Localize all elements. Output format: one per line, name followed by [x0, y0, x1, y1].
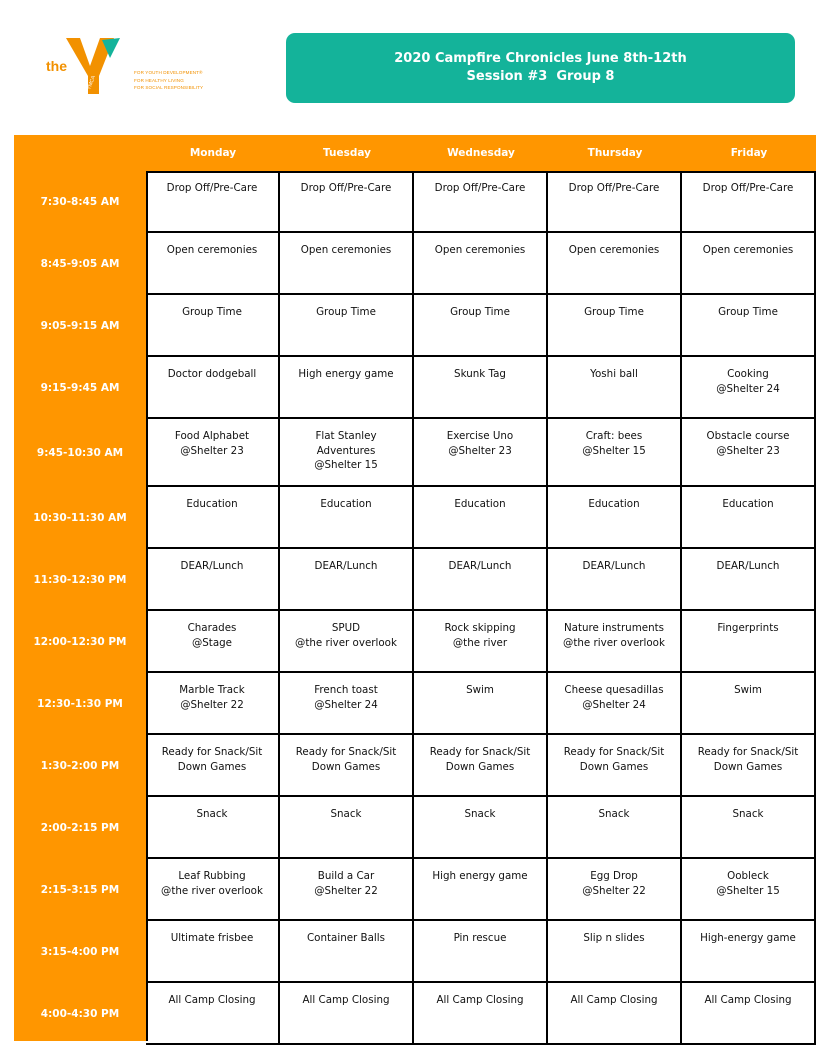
activity-cell: Flat Stanley Adventures @Shelter 15 — [280, 419, 414, 487]
activity-cell: Exercise Uno @Shelter 23 — [414, 419, 548, 487]
activity-cell: Leaf Rubbing @the river overlook — [146, 859, 280, 921]
activity-cell: Fingerprints — [682, 611, 816, 673]
activity-cell: Swim — [414, 673, 548, 735]
time-slot-label: 10:30-11:30 AM — [33, 512, 127, 524]
activity-cell: Ultimate frisbee — [146, 921, 280, 983]
activity-cell: Ready for Snack/Sit Down Games — [682, 735, 816, 797]
activity-cell: Oobleck @Shelter 15 — [682, 859, 816, 921]
activity-cell: Skunk Tag — [414, 357, 548, 419]
day-header-friday: Friday — [730, 147, 768, 159]
activity-cell: Group Time — [280, 295, 414, 357]
activity-cell: Open ceremonies — [146, 233, 280, 295]
time-slot-label: 8:45-9:05 AM — [40, 258, 120, 270]
activity-cell: High-energy game — [682, 921, 816, 983]
activity-cell: Ready for Snack/Sit Down Games — [548, 735, 682, 797]
day-header-wednesday: Wednesday — [447, 147, 515, 159]
day-header-thursday: Thursday — [587, 147, 643, 159]
tagline-line: FOR HEALTHY LIVING — [134, 77, 184, 83]
time-slot-label: 4:00-4:30 PM — [40, 1008, 120, 1020]
day-header-monday: Monday — [189, 147, 237, 159]
activity-cell: Cooking @Shelter 24 — [682, 357, 816, 419]
activity-cell: Nature instruments @the river overlook — [548, 611, 682, 673]
activity-cell: Snack — [146, 797, 280, 859]
time-slot-label: 11:30-12:30 PM — [33, 574, 127, 586]
tagline-line: FOR SOCIAL RESPONSIBILITY — [134, 85, 204, 90]
activity-cell: Pin rescue — [414, 921, 548, 983]
time-slot-label: 3:15-4:00 PM — [40, 946, 120, 958]
activity-cell: Open ceremonies — [682, 233, 816, 295]
activity-cell: Snack — [682, 797, 816, 859]
activity-cell: Group Time — [414, 295, 548, 357]
activity-cell: All Camp Closing — [414, 983, 548, 1045]
activity-cell: Group Time — [146, 295, 280, 357]
time-slot-label: 7:30-8:45 AM — [40, 196, 120, 208]
schedule-title-banner — [286, 33, 795, 103]
schedule-title: 2020 Campfire Chronicles June 8th-12th — [394, 51, 687, 66]
time-slot-label: 2:15-3:15 PM — [40, 884, 120, 896]
activity-cell: French toast @Shelter 24 — [280, 673, 414, 735]
time-slot-label: 9:05-9:15 AM — [40, 320, 120, 332]
activity-cell: Doctor dodgeball — [146, 357, 280, 419]
tagline-line: FOR YOUTH DEVELOPMENT® — [134, 70, 203, 75]
schedule-grid — [146, 171, 816, 1041]
time-slot-label: 2:00-2:15 PM — [40, 822, 120, 834]
activity-cell: Education — [280, 487, 414, 549]
activity-cell: Ready for Snack/Sit Down Games — [280, 735, 414, 797]
activity-cell: Container Balls — [280, 921, 414, 983]
activity-cell: Craft: bees @Shelter 15 — [548, 419, 682, 487]
activity-cell: Ready for Snack/Sit Down Games — [414, 735, 548, 797]
activity-cell: DEAR/Lunch — [146, 549, 280, 611]
activity-cell: Drop Off/Pre-Care — [548, 171, 682, 233]
activity-cell: DEAR/Lunch — [414, 549, 548, 611]
activity-cell: DEAR/Lunch — [548, 549, 682, 611]
activity-cell: Egg Drop @Shelter 22 — [548, 859, 682, 921]
activity-cell: All Camp Closing — [146, 983, 280, 1045]
activity-cell: DEAR/Lunch — [682, 549, 816, 611]
activity-cell: Slip n slides — [548, 921, 682, 983]
activity-cell: Education — [414, 487, 548, 549]
ymca-logo — [44, 36, 234, 100]
time-slot-label: 12:00-12:30 PM — [33, 636, 127, 648]
logo-tagline — [134, 69, 203, 92]
activity-cell: Build a Car @Shelter 22 — [280, 859, 414, 921]
activity-cell: High energy game — [280, 357, 414, 419]
session-subtitle: Session #3 Group 8 — [466, 69, 615, 84]
activity-cell: All Camp Closing — [548, 983, 682, 1045]
activity-cell: Group Time — [682, 295, 816, 357]
day-header-tuesday: Tuesday — [323, 147, 371, 159]
activity-cell: Education — [548, 487, 682, 549]
activity-cell: Snack — [280, 797, 414, 859]
activity-cell: Open ceremonies — [548, 233, 682, 295]
activity-cell: Rock skipping @the river — [414, 611, 548, 673]
activity-cell: Drop Off/Pre-Care — [414, 171, 548, 233]
activity-cell: Food Alphabet @Shelter 23 — [146, 419, 280, 487]
time-slot-label: 1:30-2:00 PM — [40, 760, 120, 772]
activity-cell: Ready for Snack/Sit Down Games — [146, 735, 280, 797]
activity-cell: Group Time — [548, 295, 682, 357]
activity-cell: Swim — [682, 673, 816, 735]
activity-cell: Open ceremonies — [414, 233, 548, 295]
activity-cell: All Camp Closing — [280, 983, 414, 1045]
activity-cell: Drop Off/Pre-Care — [280, 171, 414, 233]
time-slot-label: 9:45-10:30 AM — [36, 447, 124, 459]
activity-cell: Cheese quesadillas @Shelter 24 — [548, 673, 682, 735]
activity-cell: Open ceremonies — [280, 233, 414, 295]
activity-cell: Marble Track @Shelter 22 — [146, 673, 280, 735]
activity-cell: Yoshi ball — [548, 357, 682, 419]
activity-cell: Snack — [414, 797, 548, 859]
activity-cell: Drop Off/Pre-Care — [682, 171, 816, 233]
time-slot-label: 9:15-9:45 AM — [40, 382, 120, 394]
activity-cell: Drop Off/Pre-Care — [146, 171, 280, 233]
activity-cell: High energy game — [414, 859, 548, 921]
activity-cell: Education — [146, 487, 280, 549]
activity-cell: SPUD @the river overlook — [280, 611, 414, 673]
activity-cell: Education — [682, 487, 816, 549]
ymca-vertical-text: YMCA — [86, 75, 97, 91]
time-slot-label: 12:30-1:30 PM — [37, 698, 123, 710]
activity-cell: DEAR/Lunch — [280, 549, 414, 611]
activity-cell: Obstacle course @Shelter 23 — [682, 419, 816, 487]
logo-the-text: the — [46, 58, 67, 74]
activity-cell: Charades @Stage — [146, 611, 280, 673]
activity-cell: Snack — [548, 797, 682, 859]
activity-cell: All Camp Closing — [682, 983, 816, 1045]
